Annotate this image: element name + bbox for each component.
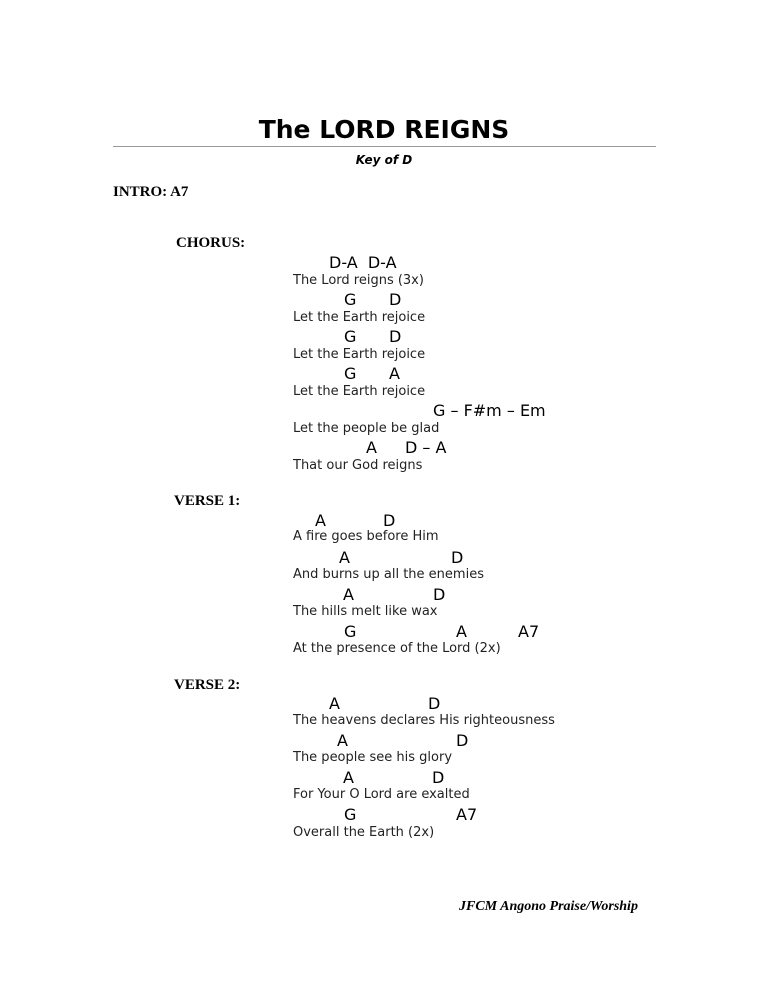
lyric-line: Let the Earth rejoice — [293, 384, 426, 399]
song-title: The LORD REIGNS — [258, 115, 510, 144]
chord: G — [344, 805, 357, 824]
chord: G — [344, 364, 357, 383]
lyric-line: Overall the Earth (2x) — [293, 825, 435, 840]
chord: G — [344, 622, 357, 641]
intro-label: INTRO: A7 — [113, 184, 189, 200]
footer-credit: JFCM Angono Praise/Worship — [459, 899, 638, 914]
chord: A — [315, 511, 326, 530]
chord: A — [343, 585, 354, 604]
chord: A — [366, 438, 377, 457]
chord: A — [343, 768, 354, 787]
chord: D — [389, 290, 402, 309]
chord: G – F#m – Em — [433, 401, 546, 420]
chord: G — [344, 327, 357, 346]
lyric-line: The hills melt like wax — [293, 604, 438, 619]
lyric-line: The people see his glory — [293, 750, 453, 765]
chord: D — [433, 585, 446, 604]
lyric-line: The heavens declares His righteousness — [293, 713, 555, 728]
lyric-line: And burns up all the enemies — [293, 567, 484, 582]
chord: D — [451, 548, 464, 567]
chord: A7 — [456, 805, 478, 824]
lyric-line: That our God reigns — [293, 458, 423, 473]
verse2-label: VERSE 2: — [174, 677, 241, 693]
lyric-line: At the presence of the Lord (2x) — [293, 641, 501, 656]
chord: D — [389, 327, 402, 346]
lyric-line: For Your O Lord are exalted — [293, 787, 470, 802]
chord: D — [383, 511, 396, 530]
chord: D — [456, 731, 469, 750]
chord: D – A — [405, 438, 447, 457]
chord: A — [339, 548, 350, 567]
chord: D-A D-A — [329, 253, 397, 272]
chord: A7 — [518, 622, 540, 641]
chorus-label: CHORUS: — [176, 235, 246, 251]
verse1-label: VERSE 1: — [174, 493, 241, 509]
song-key: Key of D — [355, 153, 413, 167]
chord: D — [432, 768, 445, 787]
lyric-line: Let the people be glad — [293, 421, 440, 436]
chord: A — [329, 694, 340, 713]
chord: G — [344, 290, 357, 309]
lyric-line: A fire goes before Him — [293, 529, 439, 544]
title-divider — [113, 146, 656, 147]
chord: A — [337, 731, 348, 750]
chord: A — [389, 364, 400, 383]
lyric-line: The Lord reigns (3x) — [293, 273, 424, 288]
chord: A — [456, 622, 467, 641]
lyric-line: Let the Earth rejoice — [293, 347, 426, 362]
lyric-line: Let the Earth rejoice — [293, 310, 426, 325]
chord: D — [428, 694, 441, 713]
